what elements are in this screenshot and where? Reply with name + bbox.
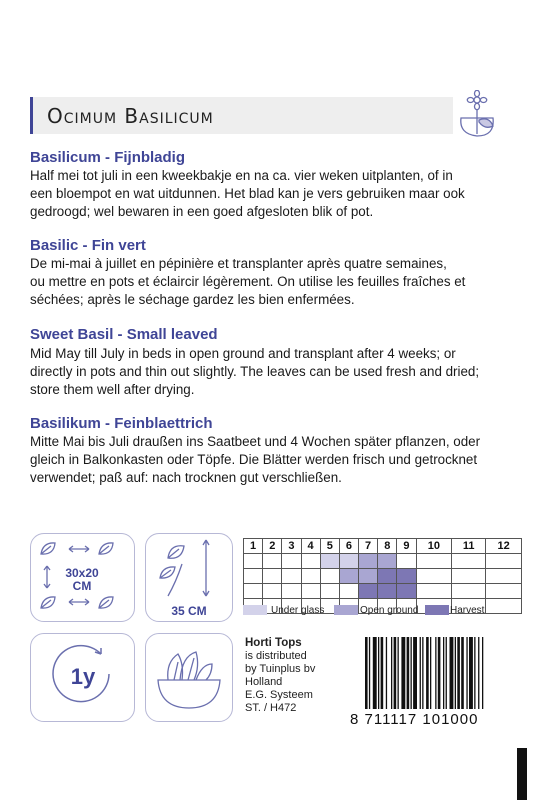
calendar-cell — [320, 554, 339, 569]
text-line: verwendet; paß auf: nach trocknen gut verschließen. — [30, 470, 342, 485]
spacing-label — [57, 567, 107, 593]
month-cell: 9 — [397, 539, 416, 554]
calendar-cell — [378, 584, 397, 599]
calendar-cell — [452, 584, 486, 599]
barcode-bar — [478, 637, 479, 709]
sowing-calendar — [243, 538, 522, 614]
barcode-number: 8 711117 101000 — [350, 711, 479, 728]
distributor-line: E.G. Systeem — [245, 689, 313, 701]
barcode-bar — [391, 637, 392, 709]
calendar-table — [243, 538, 522, 614]
calendar-cell — [359, 554, 378, 569]
section-text-fr — [30, 255, 525, 309]
calendar-cell — [416, 584, 452, 599]
calendar-cell — [397, 584, 416, 599]
barcode-bar — [435, 637, 436, 709]
calendar-cell — [263, 584, 282, 599]
barcode-bar — [398, 637, 399, 709]
calendar-cell — [244, 584, 263, 599]
barcode-bar — [381, 637, 384, 709]
height-info-box — [145, 533, 233, 622]
calendar-cell — [378, 554, 397, 569]
barcode-bar — [365, 637, 368, 709]
barcode-bar — [369, 637, 370, 709]
legend-swatch-harvest — [425, 605, 449, 615]
latin-name-title: Ocimum Basilicum — [47, 104, 214, 128]
calendar-cell — [244, 569, 263, 584]
legend-open-ground: Open ground — [360, 605, 419, 616]
calendar-header-row — [244, 539, 522, 554]
barcode-bar — [438, 637, 441, 709]
barcode-bar — [407, 637, 410, 709]
text-line: gleich in Balkonkasten oder Töpfe. Die Blätter werden frisch und getrocknet — [30, 452, 478, 467]
calendar-cell — [486, 599, 522, 614]
barcode-bar — [378, 637, 379, 709]
barcode-graphic — [363, 637, 523, 709]
legend-under-glass: Under glass — [271, 605, 325, 616]
calendar-cell — [301, 554, 320, 569]
text-line: een bloempot en wat uitdunnen. Het blad kan je vers gebruiken maar ook — [30, 186, 465, 201]
month-cell: 6 — [339, 539, 358, 554]
barcode-bar — [474, 637, 475, 709]
legend-swatch-under-glass — [243, 605, 267, 615]
section-heading-fr: Basilic - Fin vert — [30, 237, 146, 254]
text-line: gedroogd; wel bewaren in een goed afgesloten blik of pot. — [30, 204, 374, 219]
text-line: store them well after drying. — [30, 382, 195, 397]
title-banner — [30, 97, 453, 134]
section-text-nl — [30, 167, 525, 221]
month-cell: 5 — [320, 539, 339, 554]
text-line: Half mei tot juli in een kweekbakje en na ca. vier weken uitplanten, of in — [30, 168, 453, 183]
calendar-cell — [359, 569, 378, 584]
spacing-info-box — [30, 533, 135, 622]
calendar-cell — [263, 569, 282, 584]
calendar-cell — [416, 569, 452, 584]
month-cell: 3 — [282, 539, 301, 554]
distributor-line: ST. / H472 — [245, 702, 297, 714]
month-cell: 12 — [486, 539, 522, 554]
legend-harvest: Harvest — [450, 605, 485, 616]
calendar-row — [244, 569, 522, 584]
section-heading-de: Basilikum - Feinblaettrich — [30, 415, 213, 432]
calendar-row — [244, 554, 522, 569]
calendar-cell — [282, 554, 301, 569]
brand-name: Horti Tops — [245, 637, 302, 649]
height-label: 35 CM — [171, 604, 207, 618]
text-line: directly in pots and thin out slightly. The leaves can be used fresh and dried; — [30, 364, 480, 379]
calendar-cell — [320, 569, 339, 584]
section-text-en — [30, 345, 525, 399]
barcode-bar — [450, 637, 454, 709]
month-cell: 10 — [416, 539, 452, 554]
calendar-cell — [301, 584, 320, 599]
calendar-row — [244, 584, 522, 599]
barcode-bar — [446, 637, 447, 709]
calendar-cell — [301, 569, 320, 584]
section-heading-en: Sweet Basil - Small leaved — [30, 326, 218, 343]
calendar-cell — [359, 584, 378, 599]
month-cell: 7 — [359, 539, 378, 554]
barcode-bar — [394, 637, 397, 709]
calendar-cell — [486, 554, 522, 569]
barcode-bar — [420, 637, 421, 709]
text-line: ou mettre en pots et éclaircir légèrement. On utilise les feuilles fraîches et — [30, 274, 466, 289]
calendar-cell — [339, 584, 358, 599]
month-cell: 1 — [244, 539, 263, 554]
barcode-bar — [455, 637, 456, 709]
calendar-cell — [486, 584, 522, 599]
calendar-cell — [378, 569, 397, 584]
barcode-bar — [482, 637, 483, 709]
lifecycle-info-box — [30, 633, 135, 722]
calendar-cell — [452, 569, 486, 584]
text-line: Mid May till July in beds in open ground and transplant after 4 weeks; or — [30, 346, 456, 361]
container-info-box — [145, 633, 233, 722]
calendar-cell — [452, 554, 486, 569]
barcode-bar — [466, 637, 467, 709]
calendar-cell — [397, 569, 416, 584]
barcode-bar — [411, 637, 412, 709]
section-heading-nl: Basilicum - Fijnbladig — [30, 149, 186, 166]
salad-bowl-icon — [146, 634, 232, 721]
lifecycle-label: 1y — [70, 664, 96, 689]
spacing-value: 30x20 — [65, 566, 99, 580]
barcode-bar — [373, 637, 377, 709]
distributor-info — [245, 637, 315, 715]
text-line: De mi-mai à juillet en pépinière et transplanter après quatre semaines, — [30, 256, 447, 271]
barcode-bar — [401, 637, 405, 709]
barcode-bar — [426, 637, 429, 709]
month-cell: 8 — [378, 539, 397, 554]
text-line: séchées; après le séchage gardez les bien enfermées. — [30, 292, 355, 307]
calendar-cell — [282, 569, 301, 584]
barcode-bar — [457, 637, 460, 709]
edge-marker-bar — [517, 748, 527, 800]
calendar-cell — [416, 554, 452, 569]
section-text-de — [30, 433, 525, 487]
calendar-cell — [486, 569, 522, 584]
calendar-cell — [282, 584, 301, 599]
barcode-bar — [430, 637, 431, 709]
barcode-bar — [413, 637, 417, 709]
calendar-cell — [244, 554, 263, 569]
barcode-bar — [469, 637, 473, 709]
month-cell: 2 — [263, 539, 282, 554]
calendar-cell — [339, 569, 358, 584]
calendar-cell — [339, 554, 358, 569]
month-cell: 11 — [452, 539, 486, 554]
distributor-line: is distributed — [245, 650, 307, 662]
barcode-bar — [443, 637, 444, 709]
spacing-unit: CM — [72, 579, 92, 593]
legend-swatch-open-ground — [334, 605, 358, 615]
month-cell: 4 — [301, 539, 320, 554]
text-line: Mitte Mai bis Juli draußen ins Saatbeet und 4 Wochen später pflanzen, oder — [30, 434, 481, 449]
flower-icon — [455, 90, 503, 140]
distributor-line: Holland — [245, 676, 283, 688]
barcode-bar — [386, 637, 387, 709]
calendar-cell — [320, 584, 339, 599]
barcode-bar — [422, 637, 423, 709]
calendar-cell — [263, 554, 282, 569]
barcode-bar — [461, 637, 464, 709]
calendar-cell — [397, 554, 416, 569]
distributor-line: by Tuinplus bv — [245, 663, 316, 675]
